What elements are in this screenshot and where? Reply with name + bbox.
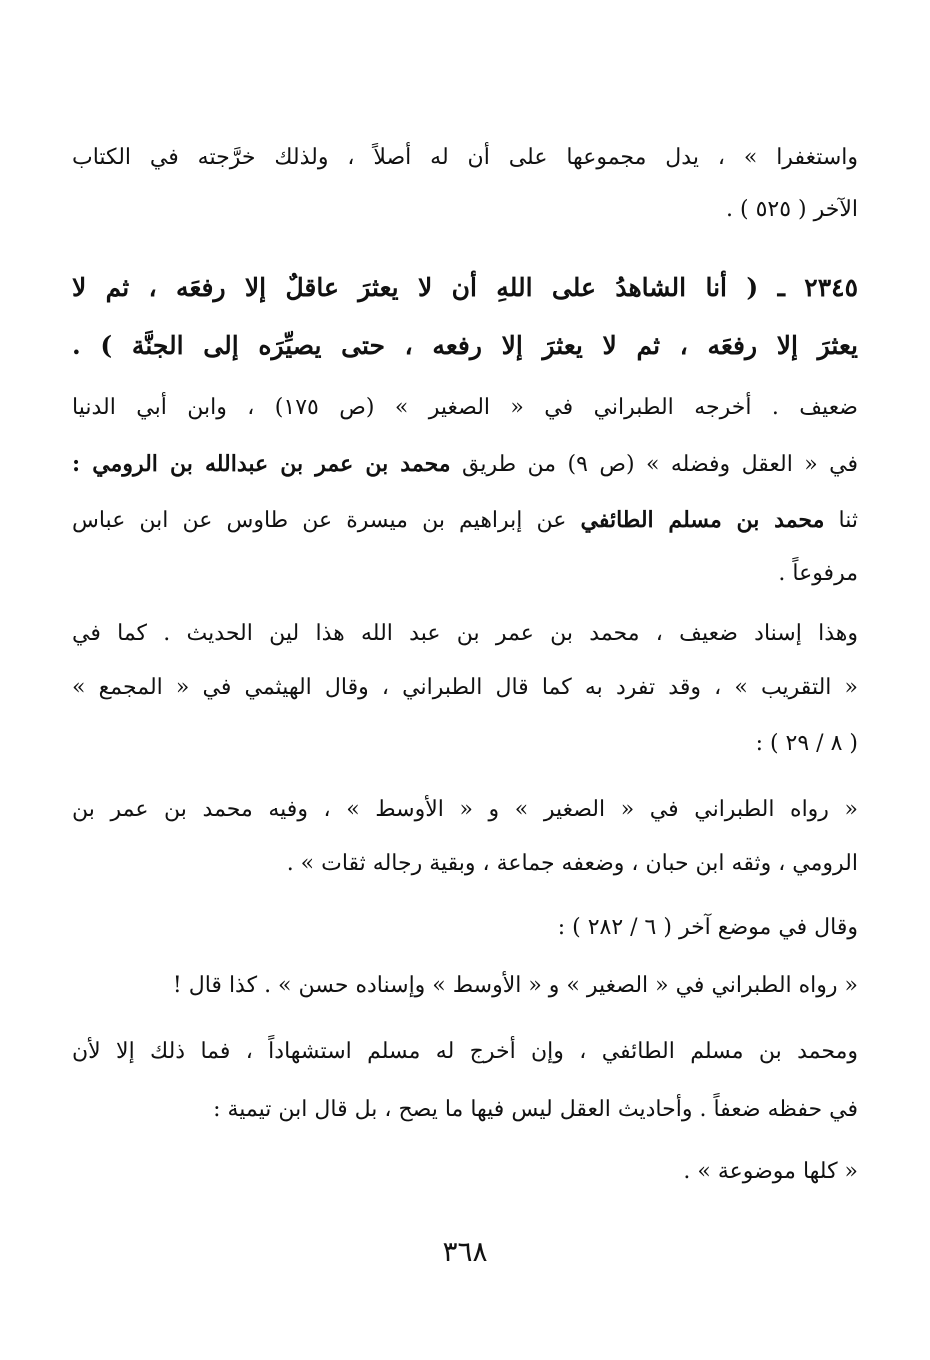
text-line: واستغفرا » ، يدل مجموعها على أن له أصلاً ، ولذلك خرَّجته في الكتاب [72, 145, 858, 170]
text-line: الآخر ( ٥٢٥ ) . [726, 197, 858, 222]
text-line: في حفظه ضعفاً . وأحاديث العقل ليس فيها ما يصح ، بل قال ابن تيمية : [213, 1097, 858, 1122]
text-line: ضعيف . أخرجه الطبراني في « الصغير » (ص ١٧٥) ، وابن أبي الدنيا [72, 395, 858, 420]
text-line: « التقريب » ، وقد تفرد به كما قال الطبراني ، وقال الهيثمي في « المجمع » [72, 675, 858, 700]
text-line: الرومي ، وثقه ابن حبان ، وضعفه جماعة ، وبقية رجاله ثقات » . [286, 851, 858, 876]
page-number: ٣٦٨ [442, 1235, 488, 1268]
text-segment: ثنا [838, 508, 858, 533]
text-segment: في « العقل وفضله » (ص ٩) من طريق [462, 452, 858, 477]
narrator-name: محمد بن مسلم الطائفي [580, 507, 825, 533]
text-line: وهذا إسناد ضعيف ، محمد بن عمر بن عبد الله هذا لين الحديث . كما في [72, 621, 858, 646]
text-line [72, 444, 858, 485]
text-line: « رواه الطبراني في « الصغير » و « الأوسط » وإسناده حسن » . كذا قال ! [172, 973, 858, 998]
hadith-heading-line: يعثرَ إلا رفعَه ، ثم لا يعثرَ إلا رفعه ، حتى يصيِّرَه إلى الجنَّة ) . [72, 331, 858, 360]
text-line: « كلها موضوعة » . [683, 1159, 858, 1184]
text-line: وقال في موضع آخر ( ٦ / ٢٨٢ ) : [557, 915, 858, 940]
narrator-name: محمد بن عمر بن عبدالله بن الرومي : [72, 451, 451, 477]
text-line: ومحمد بن مسلم الطائفي ، وإن أخرج له مسلم استشهاداً ، فما ذلك إلا لأن [72, 1039, 858, 1064]
text-line: ( ٨ / ٢٩ ) : [755, 731, 858, 756]
hadith-heading-line: ٢٣٤٥ ـ ( أنا الشاهدُ على اللهِ أن لا يعثرَ عاقلٌ إلا رفعَه ، ثم لا [72, 273, 858, 302]
text-line: « رواه الطبراني في « الصغير » و « الأوسط » ، وفيه محمد بن عمر بن [72, 797, 858, 822]
text-line [72, 500, 858, 541]
text-segment: عن إبراهيم بن ميسرة عن طاوس عن ابن عباس [72, 508, 567, 533]
text-line: مرفوعاً . [778, 561, 858, 586]
